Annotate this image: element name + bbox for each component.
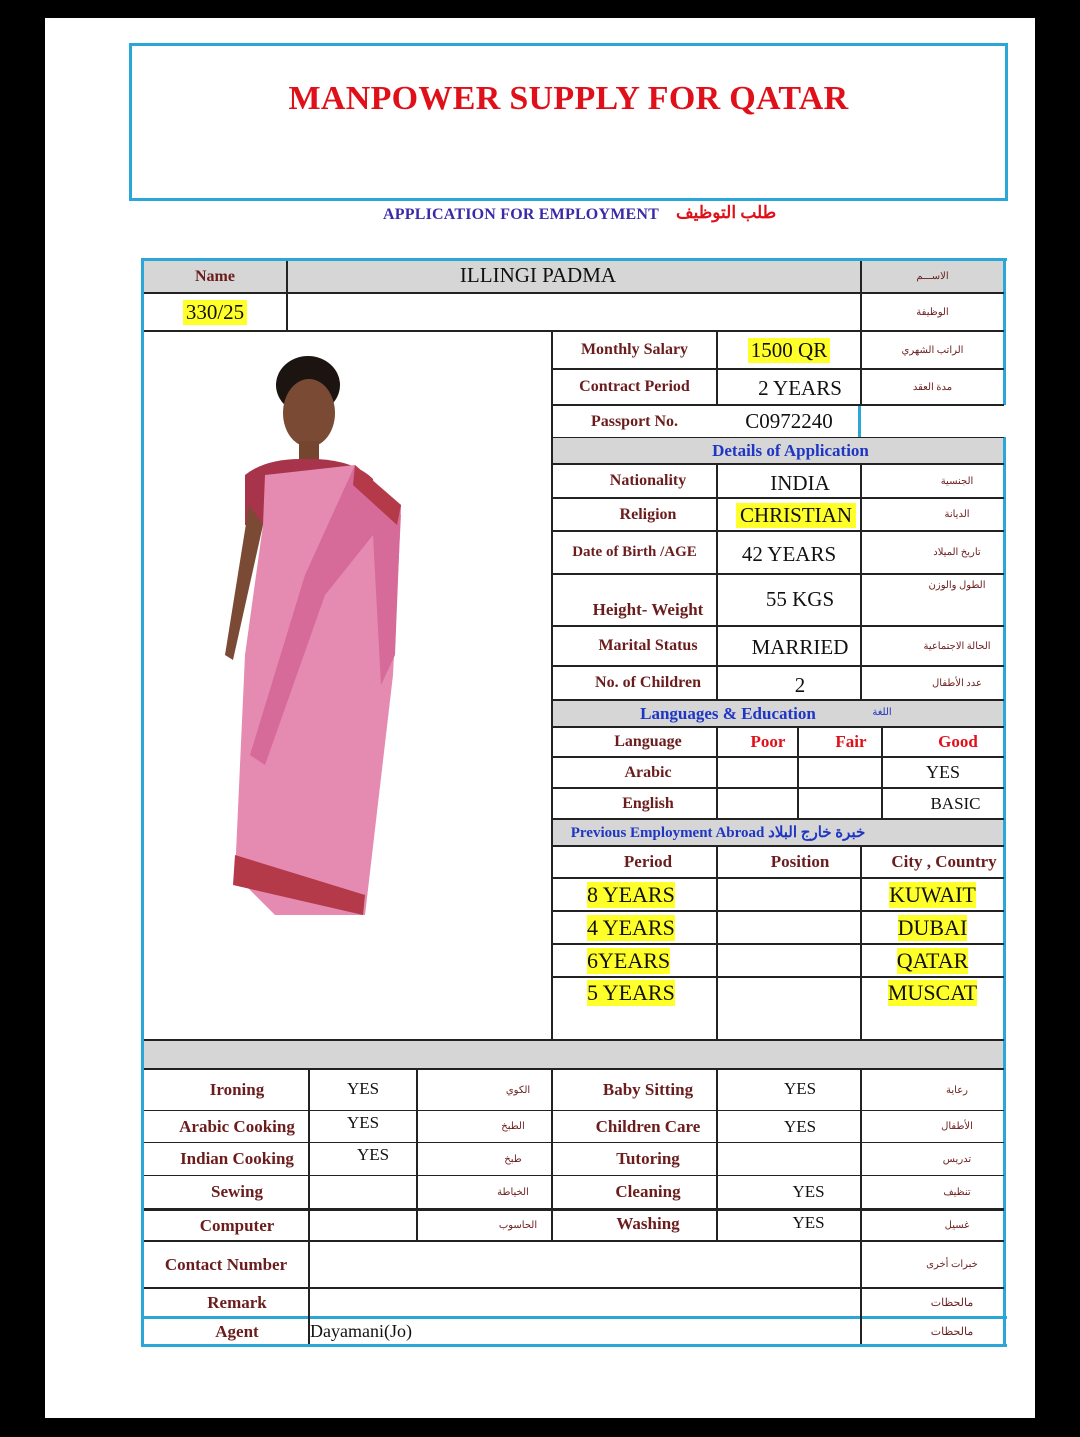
name-label-arabic: الاســـم bbox=[916, 271, 949, 282]
skill-value: YES bbox=[783, 1116, 817, 1136]
page-title: MANPOWER SUPPLY FOR QATAR bbox=[288, 80, 849, 117]
applicant-photo bbox=[205, 355, 405, 920]
languages-heading-arabic: اللغة bbox=[872, 706, 892, 718]
children-label: No. of Children bbox=[595, 674, 701, 691]
remark-label: Remark bbox=[207, 1292, 267, 1312]
period-value: 4 YEARS bbox=[587, 914, 675, 940]
skill-value: YES bbox=[792, 1212, 825, 1232]
position-col-header: Position bbox=[770, 852, 830, 871]
skill-arabic: الكوي bbox=[505, 1084, 531, 1096]
marital-status-label: Marital Status bbox=[598, 637, 698, 654]
table-row bbox=[553, 945, 716, 976]
nationality-label: Nationality bbox=[609, 472, 687, 489]
country-value: QATAR bbox=[896, 947, 969, 973]
skill-value: YES bbox=[783, 1079, 817, 1098]
skill-label: Baby Sitting bbox=[602, 1080, 694, 1099]
passport-label: Passport No. bbox=[590, 412, 679, 430]
monthly-salary-value: 1500 QR bbox=[748, 338, 830, 363]
name-label: Name bbox=[195, 267, 235, 285]
marital-status-value: MARRIED bbox=[751, 634, 849, 659]
weight-value: 55 KGS bbox=[765, 586, 835, 611]
period-value: 6YEARS bbox=[587, 947, 671, 973]
skill-arabic: غسيل bbox=[944, 1220, 970, 1231]
table-row bbox=[553, 978, 716, 1008]
table-row bbox=[553, 879, 716, 910]
period-col-header: Period bbox=[623, 852, 673, 871]
table-row bbox=[553, 912, 716, 943]
marital-status-arabic: الحالة الاجتماعية bbox=[923, 640, 991, 652]
skill-label: Arabic Cooking bbox=[179, 1116, 295, 1136]
contract-period-label: Contract Period bbox=[579, 378, 690, 395]
period-value: 8 YEARS bbox=[587, 881, 675, 907]
good-col-header: Good bbox=[938, 732, 978, 751]
monthly-salary-arabic: الراتب الشهري bbox=[901, 344, 964, 356]
skill-arabic: الخياطة bbox=[497, 1186, 529, 1198]
dob-age-arabic: تاريخ الميلاد bbox=[933, 547, 981, 558]
skill-label: Sewing bbox=[211, 1182, 263, 1201]
details-heading: Details of Application bbox=[712, 440, 869, 460]
skill-arabic: طبخ bbox=[504, 1153, 522, 1165]
passport-value: C0972240 bbox=[745, 409, 833, 433]
skill-arabic: تدريس bbox=[942, 1153, 972, 1165]
reference-number: 330/25 bbox=[183, 300, 247, 325]
skill-label: Computer bbox=[199, 1215, 275, 1235]
children-arabic: عدد الأطفال bbox=[932, 677, 982, 689]
applicant-name: ILLINGI PADMA bbox=[459, 262, 617, 287]
job-label-arabic: الوظيفة bbox=[916, 306, 949, 318]
skill-value: YES bbox=[792, 1182, 825, 1201]
skill-label: Indian Cooking bbox=[180, 1149, 294, 1168]
language-row-label: Arabic bbox=[624, 763, 672, 781]
dob-age-label: Date of Birth /AGE bbox=[572, 544, 697, 560]
religion-label: Religion bbox=[619, 505, 677, 523]
fair-col-header: Fair bbox=[835, 732, 867, 751]
skill-arabic: تنظيف bbox=[943, 1186, 971, 1198]
header-box bbox=[129, 43, 1008, 201]
employment-heading: Previous Employment Abroad خبرة خارج البلاد bbox=[570, 825, 866, 841]
skill-label: Children Care bbox=[595, 1116, 701, 1136]
language-row-label: English bbox=[622, 794, 674, 812]
height-weight-arabic: الطول والوزن bbox=[928, 579, 986, 591]
height-weight-label: Height- Weight bbox=[592, 600, 704, 619]
agent-value: Dayamani(Jo) bbox=[310, 1321, 412, 1341]
skill-value: YES bbox=[346, 1079, 380, 1098]
poor-col-header: Poor bbox=[750, 732, 786, 751]
skill-value: YES bbox=[346, 1112, 380, 1132]
skill-label: Tutoring bbox=[616, 1149, 680, 1168]
form-subtitle: APPLICATION FOR EMPLOYMENT bbox=[383, 206, 660, 223]
country-value: DUBAI bbox=[897, 914, 968, 940]
country-value: MUSCAT bbox=[887, 980, 978, 1005]
religion-value: CHRISTIAN bbox=[736, 503, 856, 528]
skill-label: Washing bbox=[616, 1214, 680, 1233]
nationality-value: INDIA bbox=[770, 470, 830, 495]
languages-heading: Languages & Education bbox=[640, 703, 816, 723]
language-col-header: Language bbox=[614, 733, 682, 750]
age-value: 42 YEARS bbox=[741, 542, 837, 566]
language-row-good: BASIC bbox=[930, 793, 981, 813]
children-value: 2 bbox=[794, 672, 806, 697]
city-country-col-header: City , Country bbox=[891, 852, 997, 871]
skill-arabic: رعاية bbox=[946, 1084, 968, 1096]
agent-label: Agent bbox=[215, 1321, 259, 1341]
skill-value: YES bbox=[356, 1145, 390, 1164]
skill-arabic: الطبخ bbox=[501, 1121, 525, 1132]
contact-number-arabic: خبرات أخرى bbox=[926, 1259, 978, 1270]
contract-period-value: 2 YEARS bbox=[758, 375, 842, 400]
skill-arabic: الأطفال bbox=[941, 1121, 973, 1132]
form-subtitle-arabic: طلب التوظيف bbox=[676, 203, 777, 222]
contract-period-arabic: مدة العقد bbox=[912, 381, 953, 393]
language-row-good: YES bbox=[925, 762, 960, 782]
skills-band bbox=[143, 1041, 1005, 1068]
religion-arabic: الديانة bbox=[944, 509, 970, 520]
skill-label: Cleaning bbox=[615, 1182, 681, 1201]
agent-arabic: مالحظات bbox=[930, 1326, 974, 1338]
contact-number-label: Contact Number bbox=[164, 1254, 288, 1274]
country-value: KUWAIT bbox=[889, 881, 976, 907]
skill-arabic: الحاسوب bbox=[498, 1220, 538, 1231]
monthly-salary-label: Monthly Salary bbox=[580, 341, 689, 358]
remark-arabic: مالحظات bbox=[930, 1297, 974, 1309]
nationality-arabic: الجنسية bbox=[940, 475, 974, 487]
skill-label: Ironing bbox=[209, 1080, 265, 1099]
period-value: 5 YEARS bbox=[587, 980, 675, 1005]
